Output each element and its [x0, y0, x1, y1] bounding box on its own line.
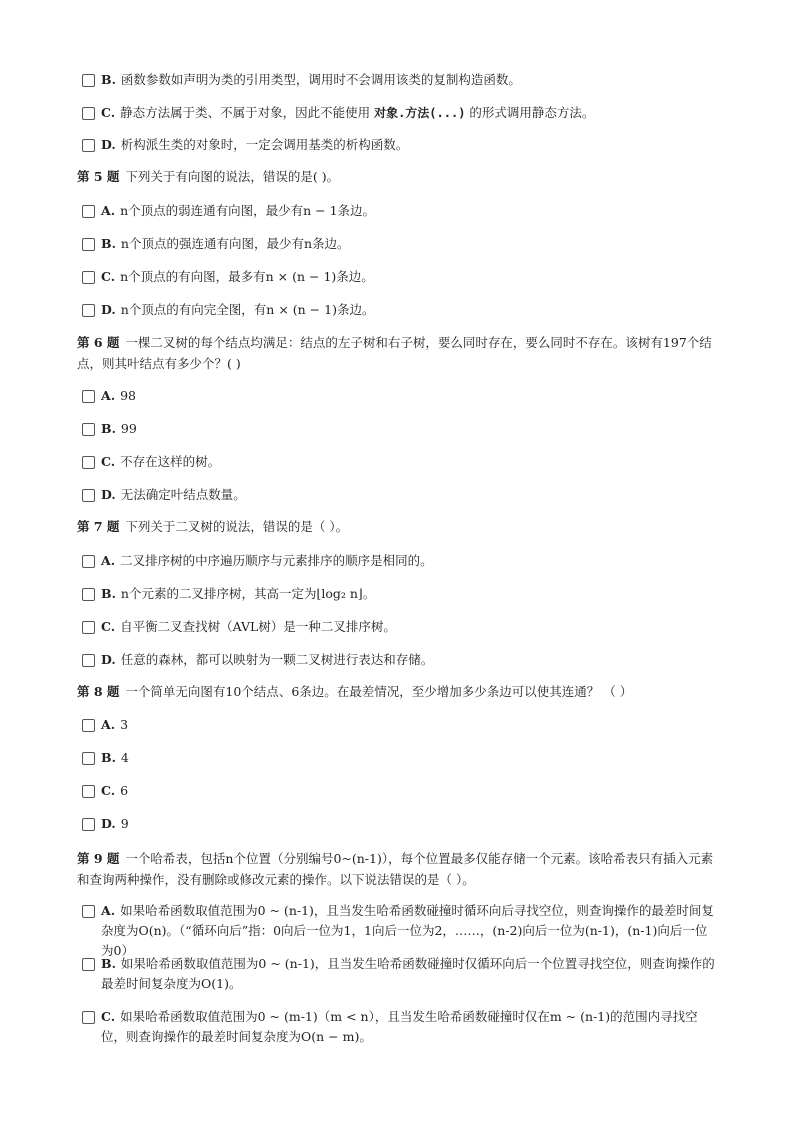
question-text: 一个简单无向图有10个结点、6条边。在最差情况，至少增加多少条边可以使其连通？ （ ）	[125, 684, 633, 699]
option-key: A.	[101, 903, 116, 918]
option-key: C.	[101, 619, 116, 634]
option-body	[101, 715, 718, 735]
q8-option-d[interactable]	[82, 814, 718, 834]
q6-option-d[interactable]	[82, 485, 718, 505]
q8-option-b[interactable]	[82, 748, 718, 768]
option-text: 如果哈希函数取值范围为0 ~ (m-1)（m < n），且当发生哈希函数碰撞时仅在m ~ (n-1)的范围内寻找空位，则查询操作的最差时间复杂度为O(n − m)。	[101, 1009, 698, 1044]
q8-option-c[interactable]	[82, 781, 718, 801]
checkbox[interactable]	[82, 205, 95, 218]
option-body	[101, 584, 718, 604]
option-body	[101, 617, 718, 637]
option-body	[101, 201, 718, 221]
q7-option-a[interactable]	[82, 551, 718, 571]
option-body	[101, 650, 718, 670]
option-key: A.	[101, 388, 116, 403]
question-number: 第 7 题	[77, 519, 120, 534]
option-body	[101, 300, 718, 320]
checkbox[interactable]	[82, 271, 95, 284]
option-key: A.	[101, 717, 116, 732]
option-key: D.	[101, 302, 116, 317]
option-text: 二叉排序树的中序遍历顺序与元素排序的顺序是相同的。	[120, 553, 433, 568]
q6-option-c[interactable]	[82, 452, 718, 472]
q7-option-d[interactable]	[82, 650, 718, 670]
code-snippet: 对象.方法(...)	[374, 106, 466, 120]
option-text: n个元素的二叉排序树，其高一定为⌊log₂ n⌋。	[120, 586, 376, 601]
option-key: B.	[101, 72, 116, 87]
option-body	[101, 386, 718, 406]
question-number: 第 6 题	[77, 335, 120, 350]
checkbox[interactable]	[82, 1011, 95, 1024]
q9-option-b[interactable]	[82, 954, 718, 994]
option-body	[101, 452, 718, 472]
option-text: 4	[120, 750, 129, 765]
q4-option-c[interactable]	[82, 103, 718, 123]
q8-option-a[interactable]	[82, 715, 718, 735]
option-text: 不存在这样的树。	[120, 454, 221, 469]
option-body	[101, 781, 718, 801]
question-text: 下列关于有向图的说法，错误的是( )。	[125, 169, 340, 184]
checkbox[interactable]	[82, 74, 95, 87]
checkbox[interactable]	[82, 555, 95, 568]
option-text: 自平衡二叉查找树（AVL树）是一种二叉排序树。	[120, 619, 396, 634]
question-text: 一个哈希表，包括n个位置（分别编号0~(n-1)），每个位置最多仅能存储一个元素。该哈希表只有插入元素和查询两种操作，没有删除或修改元素的操作。以下说法错误的是（ ）。	[77, 851, 714, 887]
option-key: A.	[101, 553, 116, 568]
option-key: D.	[101, 816, 116, 831]
option-text: 98	[120, 388, 136, 403]
option-key: C.	[101, 783, 116, 798]
checkbox[interactable]	[82, 752, 95, 765]
q5-option-a[interactable]	[82, 201, 718, 221]
question-number: 第 5 题	[77, 169, 120, 184]
checkbox[interactable]	[82, 654, 95, 667]
option-body	[101, 267, 718, 287]
option-text: 的形式调用静态方法。	[465, 105, 595, 120]
checkbox[interactable]	[82, 958, 95, 971]
option-key: B.	[101, 236, 116, 251]
option-key: D.	[101, 487, 116, 502]
q4-option-b[interactable]	[82, 70, 718, 90]
option-key: C.	[101, 1009, 116, 1024]
option-text: 9	[120, 816, 129, 831]
option-body	[101, 901, 718, 961]
checkbox[interactable]	[82, 785, 95, 798]
question-8-stem	[77, 681, 717, 702]
checkbox[interactable]	[82, 107, 95, 120]
question-6-stem	[77, 332, 717, 374]
checkbox[interactable]	[82, 423, 95, 436]
checkbox[interactable]	[82, 489, 95, 502]
option-body	[101, 135, 718, 155]
option-key: B.	[101, 586, 116, 601]
checkbox[interactable]	[82, 818, 95, 831]
option-body	[101, 70, 718, 90]
option-body	[101, 551, 718, 571]
option-body	[101, 103, 718, 123]
option-text: n个顶点的有向完全图，有n × (n − 1)条边。	[120, 302, 375, 317]
checkbox[interactable]	[82, 304, 95, 317]
option-text: 函数参数如声明为类的引用类型，调用时不会调用该类的复制构造函数。	[120, 72, 521, 87]
q5-option-d[interactable]	[82, 300, 718, 320]
question-text: 下列关于二叉树的说法，错误的是（ ）。	[125, 519, 349, 534]
checkbox[interactable]	[82, 719, 95, 732]
option-text: 如果哈希函数取值范围为0 ~ (n-1)，且当发生哈希函数碰撞时循环向后寻找空位，则查询操作的最差时间复杂度为O(n)。（“循环向后”指：0向后一位为1，1向后一位为2，……，(n-2)向后一位为(n-1)，(n-1)向后一位为0）	[101, 903, 714, 958]
option-key: C.	[101, 269, 116, 284]
option-key: B.	[101, 421, 116, 436]
option-body	[101, 814, 718, 834]
checkbox[interactable]	[82, 238, 95, 251]
q9-option-c[interactable]	[82, 1007, 718, 1047]
option-key: B.	[101, 956, 116, 971]
q5-option-b[interactable]	[82, 234, 718, 254]
option-body	[101, 748, 718, 768]
checkbox[interactable]	[82, 139, 95, 152]
checkbox[interactable]	[82, 621, 95, 634]
q4-option-d[interactable]	[82, 135, 718, 155]
q7-option-b[interactable]	[82, 584, 718, 604]
checkbox[interactable]	[82, 456, 95, 469]
question-text: 一棵二叉树的每个结点均满足：结点的左子树和右子树，要么同时存在，要么同时不存在。该树有197个结点，则其叶结点有多少个？( )	[77, 335, 712, 371]
checkbox[interactable]	[82, 905, 95, 918]
question-number: 第 9 题	[77, 851, 120, 866]
question-7-stem	[77, 516, 717, 537]
option-body	[101, 234, 718, 254]
question-number: 第 8 题	[77, 684, 120, 699]
option-key: D.	[101, 652, 116, 667]
option-text: 如果哈希函数取值范围为0 ~ (n-1)，且当发生哈希函数碰撞时仅循环向后一个位置寻找空位，则查询操作的最差时间复杂度为O(1)。	[101, 956, 715, 991]
option-key: D.	[101, 137, 116, 152]
option-text: 析构派生类的对象时，一定会调用基类的析构函数。	[120, 137, 409, 152]
option-text: 99	[120, 421, 137, 436]
option-body	[101, 419, 718, 439]
option-text: n个顶点的有向图，最多有n × (n − 1)条边。	[120, 269, 374, 284]
q9-option-a[interactable]	[82, 901, 718, 961]
q7-option-c[interactable]	[82, 617, 718, 637]
option-text: 3	[120, 717, 129, 732]
option-text: 任意的森林，都可以映射为一颗二叉树进行表达和存储。	[120, 652, 434, 667]
option-text: 6	[120, 783, 129, 798]
option-text: 无法确定叶结点数量。	[120, 487, 246, 502]
option-text: 静态方法属于类、不属于对象，因此不能使用	[120, 105, 375, 120]
option-key: C.	[101, 105, 116, 120]
option-body	[101, 954, 718, 994]
option-key: B.	[101, 750, 116, 765]
option-body	[101, 485, 718, 505]
q5-option-c[interactable]	[82, 267, 718, 287]
q6-option-b[interactable]	[82, 419, 718, 439]
checkbox[interactable]	[82, 390, 95, 403]
option-text: n个顶点的弱连通有向图，最少有n − 1条边。	[120, 203, 376, 218]
option-text: n个顶点的强连通有向图，最少有n条边。	[120, 236, 350, 251]
question-5-stem	[77, 166, 717, 187]
option-key: C.	[101, 454, 116, 469]
option-body	[101, 1007, 718, 1047]
q6-option-a[interactable]	[82, 386, 718, 406]
checkbox[interactable]	[82, 588, 95, 601]
option-key: A.	[101, 203, 116, 218]
question-9-stem	[77, 848, 717, 890]
